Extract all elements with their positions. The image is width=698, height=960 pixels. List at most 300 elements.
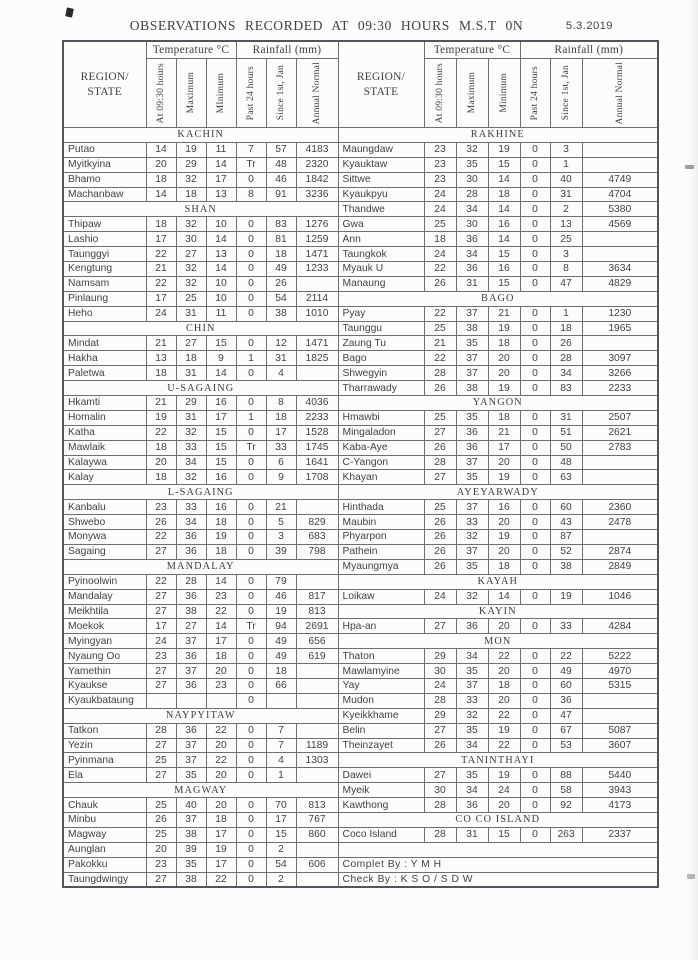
- value-cell: 2621: [582, 425, 658, 440]
- value-cell: 15: [488, 247, 520, 262]
- value-cell: 94: [266, 619, 296, 634]
- value-cell: 20: [488, 798, 520, 813]
- station-name: Yay: [338, 678, 424, 693]
- value-cell: 263: [550, 827, 582, 842]
- table-row: [63, 738, 658, 753]
- value-cell: 22: [146, 247, 176, 262]
- table-row: [63, 247, 658, 262]
- value-cell: 798: [296, 544, 338, 559]
- region-state-header-right: [338, 41, 424, 128]
- value-cell: 13: [206, 247, 236, 262]
- value-cell: 14: [206, 574, 236, 589]
- value-cell: 32: [176, 217, 206, 232]
- value-cell: 22: [206, 753, 236, 768]
- section-header: CO CO ISLAND: [338, 812, 658, 827]
- value-cell: 0: [520, 559, 550, 574]
- value-cell: 3: [550, 142, 582, 157]
- col-header-annualnormal-left: Annual Normal: [296, 59, 338, 128]
- table-row: [63, 857, 658, 872]
- table-row: [63, 232, 658, 247]
- value-cell: 25: [146, 827, 176, 842]
- value-cell: 33: [550, 619, 582, 634]
- value-cell: 19: [488, 381, 520, 396]
- value-cell: 21: [146, 336, 176, 351]
- value-cell: 1471: [296, 247, 338, 262]
- value-cell: 17: [206, 634, 236, 649]
- value-cell: 1303: [296, 753, 338, 768]
- value-cell: 32: [176, 172, 206, 187]
- value-cell: 28: [424, 366, 456, 381]
- value-cell: 17: [146, 291, 176, 306]
- value-cell: 1965: [582, 321, 658, 336]
- value-cell: 20: [146, 455, 176, 470]
- value-cell: [296, 664, 338, 679]
- value-cell: 1010: [296, 306, 338, 321]
- value-cell: 1046: [582, 589, 658, 604]
- value-cell: 17: [146, 232, 176, 247]
- table-row: [63, 619, 658, 634]
- value-cell: 0: [236, 812, 266, 827]
- station-name: Hinthada: [338, 500, 424, 515]
- value-cell: 38: [266, 306, 296, 321]
- value-cell: 25: [146, 798, 176, 813]
- value-cell: 0: [236, 857, 266, 872]
- value-cell: 30: [424, 664, 456, 679]
- table-row: [63, 172, 658, 187]
- value-cell: 0: [236, 217, 266, 232]
- station-name: Taungkok: [338, 247, 424, 262]
- value-cell: 10: [206, 217, 236, 232]
- value-cell: 0: [520, 187, 550, 202]
- value-cell: 67: [550, 723, 582, 738]
- value-cell: 21: [146, 396, 176, 411]
- value-cell: Tr: [236, 440, 266, 455]
- station-name: Chauk: [63, 798, 146, 813]
- value-cell: 87: [550, 530, 582, 545]
- value-cell: 21: [424, 336, 456, 351]
- station-name: Kyeikkhame: [338, 708, 424, 723]
- section-header: KAYIN: [338, 604, 658, 619]
- table-row: [63, 187, 658, 202]
- station-name: Coco Island: [338, 827, 424, 842]
- value-cell: 22: [488, 738, 520, 753]
- value-cell: 20: [488, 366, 520, 381]
- station-name: Kengtung: [63, 262, 146, 277]
- value-cell: 0: [236, 455, 266, 470]
- value-cell: 38: [176, 872, 206, 887]
- station-name: Kyaukbataung: [63, 693, 146, 708]
- value-cell: 2783: [582, 440, 658, 455]
- value-cell: 7: [266, 723, 296, 738]
- value-cell: 3: [550, 247, 582, 262]
- value-cell: 26: [424, 559, 456, 574]
- section-header: TANINTHAYI: [338, 753, 658, 768]
- col-header-since1jan-right: Since 1st, Jan: [550, 59, 582, 128]
- table-row: [63, 410, 658, 425]
- station-name: Zaung Tu: [338, 336, 424, 351]
- value-cell: 25: [424, 500, 456, 515]
- value-cell: 37: [176, 634, 206, 649]
- value-cell: 0: [520, 321, 550, 336]
- table-body: [63, 128, 658, 888]
- value-cell: Tr: [236, 619, 266, 634]
- value-cell: [296, 872, 338, 887]
- station-name: Bago: [338, 351, 424, 366]
- value-cell: 0: [520, 262, 550, 277]
- value-cell: 0: [236, 664, 266, 679]
- value-cell: 15: [488, 827, 520, 842]
- value-cell: 18: [488, 187, 520, 202]
- value-cell: 36: [456, 232, 488, 247]
- station-name: Mindat: [63, 336, 146, 351]
- station-name: Heho: [63, 306, 146, 321]
- value-cell: 39: [266, 544, 296, 559]
- station-name: Belin: [338, 723, 424, 738]
- value-cell: 16: [488, 217, 520, 232]
- value-cell: 4173: [582, 798, 658, 813]
- section-header: RAKHINE: [338, 128, 658, 143]
- value-cell: 18: [146, 366, 176, 381]
- value-cell: 26: [266, 276, 296, 291]
- value-cell: 0: [236, 425, 266, 440]
- station-name: Lashio: [63, 232, 146, 247]
- station-name: Dawei: [338, 768, 424, 783]
- value-cell: 0: [520, 723, 550, 738]
- value-cell: 4036: [296, 396, 338, 411]
- value-cell: 0: [520, 440, 550, 455]
- value-cell: 32: [456, 589, 488, 604]
- value-cell: 47: [550, 708, 582, 723]
- value-cell: 21: [488, 425, 520, 440]
- value-cell: 656: [296, 634, 338, 649]
- value-cell: 27: [424, 723, 456, 738]
- station-name: Katha: [63, 425, 146, 440]
- value-cell: 5: [266, 515, 296, 530]
- station-name: Shwegyin: [338, 366, 424, 381]
- value-cell: 0: [520, 664, 550, 679]
- station-name: Pyinoolwin: [63, 574, 146, 589]
- value-cell: [266, 693, 296, 708]
- value-cell: 0: [236, 336, 266, 351]
- value-cell: 35: [456, 410, 488, 425]
- value-cell: 31: [456, 827, 488, 842]
- value-cell: 37: [456, 678, 488, 693]
- value-cell: 0: [520, 142, 550, 157]
- value-cell: 31: [550, 187, 582, 202]
- value-cell: 1230: [582, 306, 658, 321]
- value-cell: 0: [520, 708, 550, 723]
- value-cell: [296, 276, 338, 291]
- table-row: [63, 306, 658, 321]
- value-cell: 17: [206, 857, 236, 872]
- value-cell: 0: [236, 723, 266, 738]
- value-cell: 23: [146, 649, 176, 664]
- value-cell: [582, 455, 658, 470]
- station-name: Tatkon: [63, 723, 146, 738]
- value-cell: [146, 693, 176, 708]
- value-cell: 0: [520, 455, 550, 470]
- value-cell: 0: [236, 515, 266, 530]
- value-cell: 51: [550, 425, 582, 440]
- value-cell: 31: [456, 276, 488, 291]
- value-cell: 38: [456, 321, 488, 336]
- station-name: Myeik: [338, 783, 424, 798]
- value-cell: 24: [424, 678, 456, 693]
- value-cell: 1189: [296, 738, 338, 753]
- value-cell: [296, 842, 338, 857]
- value-cell: 15: [206, 440, 236, 455]
- value-cell: 46: [266, 589, 296, 604]
- value-cell: 25: [550, 232, 582, 247]
- value-cell: 36: [456, 619, 488, 634]
- value-cell: 48: [266, 157, 296, 172]
- value-cell: 28: [176, 574, 206, 589]
- value-cell: 4829: [582, 276, 658, 291]
- value-cell: 0: [236, 232, 266, 247]
- station-name: Myingyan: [63, 634, 146, 649]
- temperature-group-header-right: Temperature °C: [424, 41, 520, 59]
- value-cell: 35: [456, 336, 488, 351]
- value-cell: 66: [266, 678, 296, 693]
- station-name: Kyaukse: [63, 678, 146, 693]
- value-cell: 22: [424, 351, 456, 366]
- value-cell: 9: [266, 470, 296, 485]
- table-row: [63, 455, 658, 470]
- value-cell: 22: [206, 604, 236, 619]
- value-cell: 0: [236, 649, 266, 664]
- station-name: Mingaladon: [338, 425, 424, 440]
- value-cell: 18: [206, 544, 236, 559]
- value-cell: 14: [146, 187, 176, 202]
- value-cell: 25: [424, 217, 456, 232]
- value-cell: 17: [206, 827, 236, 842]
- value-cell: 0: [236, 678, 266, 693]
- value-cell: 37: [176, 812, 206, 827]
- value-cell: 20: [146, 842, 176, 857]
- value-cell: [176, 693, 206, 708]
- value-cell: 26: [146, 515, 176, 530]
- value-cell: 28: [424, 798, 456, 813]
- value-cell: 1: [550, 306, 582, 321]
- value-cell: 18: [488, 336, 520, 351]
- value-cell: 31: [176, 366, 206, 381]
- value-cell: 38: [550, 559, 582, 574]
- value-cell: 15: [206, 425, 236, 440]
- scan-artifact: [687, 874, 695, 879]
- station-name: Kaba-Aye: [338, 440, 424, 455]
- value-cell: 0: [236, 262, 266, 277]
- value-cell: 0: [520, 530, 550, 545]
- value-cell: 1: [236, 410, 266, 425]
- value-cell: 0: [236, 247, 266, 262]
- value-cell: 0: [236, 530, 266, 545]
- table-row: [63, 842, 658, 857]
- station-name: Meikhtila: [63, 604, 146, 619]
- value-cell: 18: [424, 232, 456, 247]
- station-name: Moekok: [63, 619, 146, 634]
- value-cell: 81: [266, 232, 296, 247]
- value-cell: 0: [520, 678, 550, 693]
- value-cell: 34: [176, 515, 206, 530]
- value-cell: 26: [424, 530, 456, 545]
- station-name: Namsam: [63, 276, 146, 291]
- value-cell: 11: [206, 142, 236, 157]
- value-cell: 0: [520, 336, 550, 351]
- page-title: OBSERVATIONS RECORDED AT 09:30 HOURS M.S.T 0N: [129, 18, 524, 33]
- station-name: Yezin: [63, 738, 146, 753]
- value-cell: 14: [206, 262, 236, 277]
- station-name: Mawlamyine: [338, 664, 424, 679]
- value-cell: 0: [236, 693, 266, 708]
- value-cell: 16: [488, 262, 520, 277]
- value-cell: 2233: [582, 381, 658, 396]
- station-name: Maungdaw: [338, 142, 424, 157]
- value-cell: 15: [266, 827, 296, 842]
- value-cell: 0: [520, 619, 550, 634]
- value-cell: [296, 768, 338, 783]
- value-cell: 8: [236, 187, 266, 202]
- value-cell: 0: [520, 470, 550, 485]
- value-cell: [296, 574, 338, 589]
- station-name: Theinzayet: [338, 738, 424, 753]
- value-cell: 31: [176, 410, 206, 425]
- value-cell: 18: [266, 664, 296, 679]
- value-cell: 31: [550, 410, 582, 425]
- value-cell: 1641: [296, 455, 338, 470]
- value-cell: 0: [236, 738, 266, 753]
- footer-note: Check By : K S O / S D W: [338, 872, 658, 887]
- value-cell: 1: [266, 768, 296, 783]
- value-cell: 33: [266, 440, 296, 455]
- value-cell: 27: [146, 544, 176, 559]
- section-header: U-SAGAING: [63, 381, 338, 396]
- value-cell: 12: [266, 336, 296, 351]
- value-cell: 17: [266, 425, 296, 440]
- value-cell: 25: [146, 753, 176, 768]
- value-cell: 1471: [296, 336, 338, 351]
- value-cell: 49: [266, 649, 296, 664]
- value-cell: 14: [488, 172, 520, 187]
- value-cell: 18: [488, 559, 520, 574]
- value-cell: 0: [520, 381, 550, 396]
- value-cell: 2691: [296, 619, 338, 634]
- value-cell: 30: [176, 232, 206, 247]
- value-cell: 23: [146, 500, 176, 515]
- value-cell: 9: [206, 351, 236, 366]
- table-row: [63, 485, 658, 500]
- value-cell: 0: [520, 276, 550, 291]
- value-cell: 1745: [296, 440, 338, 455]
- station-name: Myaungmya: [338, 559, 424, 574]
- value-cell: 31: [266, 351, 296, 366]
- value-cell: 0: [520, 783, 550, 798]
- value-cell: 2320: [296, 157, 338, 172]
- value-cell: 18: [206, 649, 236, 664]
- station-name: Loikaw: [338, 589, 424, 604]
- col-header-past24-right: Past 24 hours: [520, 59, 550, 128]
- value-cell: 0: [236, 500, 266, 515]
- value-cell: 30: [456, 172, 488, 187]
- value-cell: 28: [424, 827, 456, 842]
- value-cell: 0: [236, 604, 266, 619]
- value-cell: 52: [550, 544, 582, 559]
- table-row: [63, 351, 658, 366]
- title-bar: [62, 15, 657, 39]
- station-name: Putao: [63, 142, 146, 157]
- station-name: Thandwe: [338, 202, 424, 217]
- station-name: Thaton: [338, 649, 424, 664]
- value-cell: 35: [456, 157, 488, 172]
- value-cell: 34: [456, 783, 488, 798]
- value-cell: 8: [550, 262, 582, 277]
- value-cell: 26: [146, 812, 176, 827]
- value-cell: [296, 500, 338, 515]
- table-row: [63, 470, 658, 485]
- value-cell: 47: [550, 276, 582, 291]
- value-cell: 0: [236, 544, 266, 559]
- value-cell: 0: [520, 544, 550, 559]
- value-cell: 36: [456, 440, 488, 455]
- value-cell: 26: [424, 276, 456, 291]
- value-cell: 23: [424, 172, 456, 187]
- value-cell: 0: [520, 157, 550, 172]
- value-cell: 5087: [582, 723, 658, 738]
- value-cell: 15: [488, 276, 520, 291]
- value-cell: 32: [456, 142, 488, 157]
- value-cell: 23: [424, 142, 456, 157]
- station-name: Magway: [63, 827, 146, 842]
- station-name: Nyaung Oo: [63, 649, 146, 664]
- value-cell: 4284: [582, 619, 658, 634]
- station-name: Yamethin: [63, 664, 146, 679]
- value-cell: 27: [424, 768, 456, 783]
- station-name: Thipaw: [63, 217, 146, 232]
- table-row: [63, 664, 658, 679]
- value-cell: 53: [550, 738, 582, 753]
- table-row: [63, 649, 658, 664]
- value-cell: 58: [550, 783, 582, 798]
- value-cell: 4183: [296, 142, 338, 157]
- value-cell: 5315: [582, 678, 658, 693]
- value-cell: 60: [550, 678, 582, 693]
- value-cell: 767: [296, 812, 338, 827]
- col-header-at0930-right: At 09:30 hours: [424, 59, 456, 128]
- station-name: Ann: [338, 232, 424, 247]
- value-cell: 27: [146, 589, 176, 604]
- value-cell: 0: [520, 768, 550, 783]
- value-cell: 7: [236, 142, 266, 157]
- value-cell: [296, 723, 338, 738]
- value-cell: 36: [176, 678, 206, 693]
- value-cell: 15: [488, 157, 520, 172]
- value-cell: 25: [176, 291, 206, 306]
- table-row: [63, 783, 658, 798]
- value-cell: 33: [456, 693, 488, 708]
- value-cell: 4749: [582, 172, 658, 187]
- region-header-line2: STATE: [87, 85, 123, 98]
- value-cell: 17: [206, 172, 236, 187]
- value-cell: 31: [176, 306, 206, 321]
- value-cell: 1276: [296, 217, 338, 232]
- section-header: SHAN: [63, 202, 338, 217]
- value-cell: 18: [146, 440, 176, 455]
- value-cell: 22: [206, 723, 236, 738]
- table-row: [63, 604, 658, 619]
- value-cell: 22: [424, 306, 456, 321]
- value-cell: 28: [456, 187, 488, 202]
- value-cell: 34: [456, 649, 488, 664]
- value-cell: 29: [176, 396, 206, 411]
